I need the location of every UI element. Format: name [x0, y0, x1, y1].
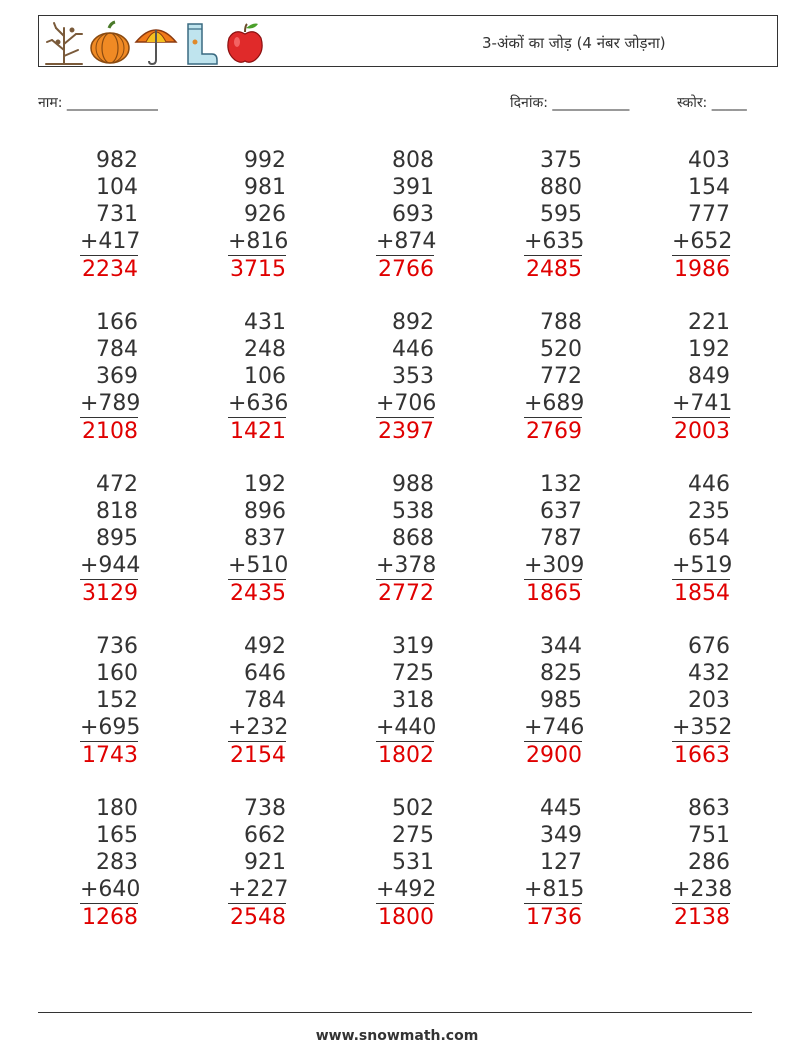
addend-3: 731 [96, 202, 138, 227]
addition-problem [672, 309, 733, 445]
answer-value: 2138 [674, 905, 730, 930]
answer-value: 2397 [378, 419, 434, 444]
header-icons [42, 20, 272, 66]
addition-problem [376, 309, 437, 445]
addend-2: 818 [96, 499, 138, 524]
addition-problem [672, 633, 733, 769]
addend-1: 992 [244, 148, 286, 173]
addend-2: 104 [96, 175, 138, 200]
addend-4: +874 [376, 229, 437, 254]
answer-value: 1986 [674, 257, 730, 282]
addition-problem [524, 147, 585, 283]
addend-1: 892 [392, 310, 434, 335]
addend-3: 772 [540, 364, 582, 389]
answer-value: 2485 [526, 257, 582, 282]
answer-value: 2766 [378, 257, 434, 282]
addend-4: +695 [80, 715, 141, 740]
footer-site: www.snowmath.com [315, 1028, 479, 1044]
addend-4: +492 [376, 877, 437, 902]
addend-3: 837 [244, 526, 286, 551]
score-field: स्कोर: _____ [677, 95, 747, 111]
answer-value: 2769 [526, 419, 582, 444]
addend-4: +352 [672, 715, 733, 740]
addend-1: 808 [392, 148, 434, 173]
addend-4: +944 [80, 553, 141, 578]
answer-value: 1743 [82, 743, 138, 768]
addend-2: 637 [540, 499, 582, 524]
addend-3: 926 [244, 202, 286, 227]
answer-value: 1736 [526, 905, 582, 930]
addition-problem [672, 147, 733, 283]
answer-value: 2548 [230, 905, 286, 930]
addition-problem [672, 795, 733, 931]
addend-4: +640 [80, 877, 141, 902]
answer-value: 3129 [82, 581, 138, 606]
addend-2: 432 [688, 661, 730, 686]
addend-2: 896 [244, 499, 286, 524]
addend-4: +378 [376, 553, 437, 578]
addend-1: 431 [244, 310, 286, 335]
addition-problem [228, 633, 289, 769]
addend-1: 492 [244, 634, 286, 659]
addend-4: +635 [524, 229, 585, 254]
addend-4: +816 [228, 229, 289, 254]
footer-divider [38, 1012, 752, 1013]
addition-problem [228, 147, 289, 283]
addition-problem [228, 471, 289, 607]
addend-2: 646 [244, 661, 286, 686]
addend-3: 106 [244, 364, 286, 389]
addend-1: 988 [392, 472, 434, 497]
addend-3: 286 [688, 850, 730, 875]
addend-1: 736 [96, 634, 138, 659]
addend-1: 472 [96, 472, 138, 497]
addend-4: +238 [672, 877, 733, 902]
addition-problem [524, 471, 585, 607]
addition-problem [524, 633, 585, 769]
addend-3: 283 [96, 850, 138, 875]
addend-4: +417 [80, 229, 141, 254]
addend-2: 784 [96, 337, 138, 362]
addition-problem [80, 795, 141, 931]
addend-1: 676 [688, 634, 730, 659]
answer-value: 1854 [674, 581, 730, 606]
addend-2: 880 [540, 175, 582, 200]
addend-4: +815 [524, 877, 585, 902]
addend-3: 849 [688, 364, 730, 389]
addend-2: 248 [244, 337, 286, 362]
addend-3: 654 [688, 526, 730, 551]
answer-value: 2435 [230, 581, 286, 606]
pumpkin-icon [91, 22, 129, 63]
addend-4: +689 [524, 391, 585, 416]
addend-4: +706 [376, 391, 437, 416]
addend-4: +746 [524, 715, 585, 740]
addend-1: 180 [96, 796, 138, 821]
addition-problem [376, 147, 437, 283]
addend-2: 165 [96, 823, 138, 848]
addend-3: 369 [96, 364, 138, 389]
addend-1: 446 [688, 472, 730, 497]
answer-value: 2900 [526, 743, 582, 768]
answer-value: 1421 [230, 419, 286, 444]
addend-3: 787 [540, 526, 582, 551]
addend-3: 531 [392, 850, 434, 875]
addition-problem [228, 795, 289, 931]
answer-value: 1663 [674, 743, 730, 768]
addend-1: 132 [540, 472, 582, 497]
addend-1: 221 [688, 310, 730, 335]
addition-problem [80, 633, 141, 769]
apple-icon [228, 24, 262, 63]
addend-4: +636 [228, 391, 289, 416]
addend-2: 391 [392, 175, 434, 200]
addend-3: 868 [392, 526, 434, 551]
addend-2: 538 [392, 499, 434, 524]
addend-1: 166 [96, 310, 138, 335]
addend-1: 788 [540, 310, 582, 335]
addend-3: 693 [392, 202, 434, 227]
addend-3: 318 [392, 688, 434, 713]
addend-4: +440 [376, 715, 437, 740]
addend-3: 152 [96, 688, 138, 713]
addend-3: 921 [244, 850, 286, 875]
addend-2: 981 [244, 175, 286, 200]
addend-2: 160 [96, 661, 138, 686]
addition-problem [524, 309, 585, 445]
addition-problem [376, 471, 437, 607]
umbrella-icon [136, 30, 176, 64]
addend-2: 825 [540, 661, 582, 686]
addend-3: 777 [688, 202, 730, 227]
answer-value: 2772 [378, 581, 434, 606]
addend-3: 127 [540, 850, 582, 875]
addend-3: 784 [244, 688, 286, 713]
addend-4: +232 [228, 715, 289, 740]
addition-problem [376, 795, 437, 931]
addend-2: 349 [540, 823, 582, 848]
boot-icon [188, 24, 217, 64]
addition-problem [80, 471, 141, 607]
answer-value: 1802 [378, 743, 434, 768]
addend-4: +519 [672, 553, 733, 578]
addend-2: 235 [688, 499, 730, 524]
addend-2: 446 [392, 337, 434, 362]
addition-problem [376, 633, 437, 769]
answer-value: 2108 [82, 419, 138, 444]
addend-1: 375 [540, 148, 582, 173]
addend-1: 344 [540, 634, 582, 659]
addend-4: +652 [672, 229, 733, 254]
answer-value: 1800 [378, 905, 434, 930]
worksheet-title: 3-अंकों का जोड़ (4 नंबर जोड़ना) [482, 34, 666, 52]
addend-1: 863 [688, 796, 730, 821]
addend-4: +789 [80, 391, 141, 416]
addend-1: 319 [392, 634, 434, 659]
addition-problem [228, 309, 289, 445]
addend-2: 154 [688, 175, 730, 200]
addend-1: 445 [540, 796, 582, 821]
addend-4: +741 [672, 391, 733, 416]
addend-2: 192 [688, 337, 730, 362]
addend-1: 403 [688, 148, 730, 173]
addend-1: 738 [244, 796, 286, 821]
tree-icon [46, 23, 82, 64]
addend-1: 192 [244, 472, 286, 497]
worksheet-header [38, 15, 778, 67]
addend-2: 725 [392, 661, 434, 686]
addition-problem [524, 795, 585, 931]
addition-problem [672, 471, 733, 607]
addend-4: +510 [228, 553, 289, 578]
answer-value: 1268 [82, 905, 138, 930]
addend-1: 982 [96, 148, 138, 173]
addition-problem [80, 309, 141, 445]
addend-3: 895 [96, 526, 138, 551]
name-field: नाम: _____________ [38, 95, 158, 111]
addend-2: 520 [540, 337, 582, 362]
addend-3: 985 [540, 688, 582, 713]
answer-value: 2003 [674, 419, 730, 444]
answer-value: 1865 [526, 581, 582, 606]
addition-problem [80, 147, 141, 283]
addend-2: 751 [688, 823, 730, 848]
addend-3: 595 [540, 202, 582, 227]
answer-value: 3715 [230, 257, 286, 282]
addend-2: 275 [392, 823, 434, 848]
answer-value: 2234 [82, 257, 138, 282]
addend-3: 203 [688, 688, 730, 713]
addend-1: 502 [392, 796, 434, 821]
addend-3: 353 [392, 364, 434, 389]
addend-2: 662 [244, 823, 286, 848]
date-field: दिनांक: ___________ [510, 95, 630, 111]
addend-4: +309 [524, 553, 585, 578]
answer-value: 2154 [230, 743, 286, 768]
addend-4: +227 [228, 877, 289, 902]
